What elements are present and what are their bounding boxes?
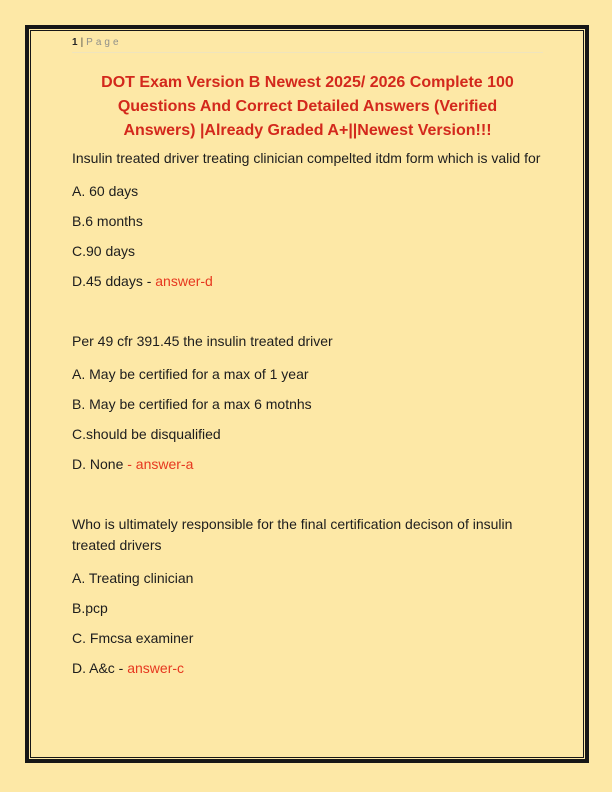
option-line: B.pcp (72, 600, 108, 616)
header-separator: | (80, 37, 84, 48)
answer-text: answer-d (155, 273, 213, 289)
option-line: C.should be disqualified (72, 426, 221, 442)
answer-prefix: D. A&c - (72, 660, 128, 676)
option-line: C. Fmcsa examiner (72, 630, 194, 646)
answer-text: - answer-a (127, 456, 194, 472)
question-text: Who is ultimately responsible for the final certification decison of insulin treated drivers (72, 516, 513, 553)
option-line: A. May be certified for a max of 1 year (72, 366, 309, 382)
answer-line (72, 658, 543, 679)
title-line: Questions And Correct Detailed Answers (Verified (117, 98, 498, 115)
page-border-frame (25, 25, 589, 763)
option-line: B. May be certified for a max 6 motnhs (72, 396, 312, 412)
page-label: Page (86, 37, 122, 48)
question-block (72, 514, 543, 679)
document-title (72, 71, 543, 143)
answer-prefix: D. None (72, 456, 128, 472)
option-line: A. 60 days (72, 183, 139, 199)
page-header (72, 36, 543, 53)
questions (72, 148, 543, 679)
title-line: Answers) |Already Graded A+||Newest Version!!! (123, 122, 492, 139)
answer-line (72, 271, 543, 292)
question-block (72, 331, 543, 475)
option-line: A. Treating clinician (72, 570, 194, 586)
page-border-inner (30, 30, 584, 758)
answer-prefix: D.45 ddays - (72, 273, 156, 289)
answer-line (72, 454, 543, 475)
page-number: 1 (72, 37, 78, 48)
question-block (72, 148, 543, 292)
answer-text: answer-c (127, 660, 185, 676)
option-line: C.90 days (72, 243, 136, 259)
option-line: B.6 months (72, 213, 143, 229)
question-text: Insulin treated driver treating clinician compelted itdm form which is valid for (72, 150, 541, 166)
question-text: Per 49 cfr 391.45 the insulin treated driver (72, 333, 333, 349)
title-line: DOT Exam Version B Newest 2025/ 2026 Complete 100 (101, 74, 514, 91)
